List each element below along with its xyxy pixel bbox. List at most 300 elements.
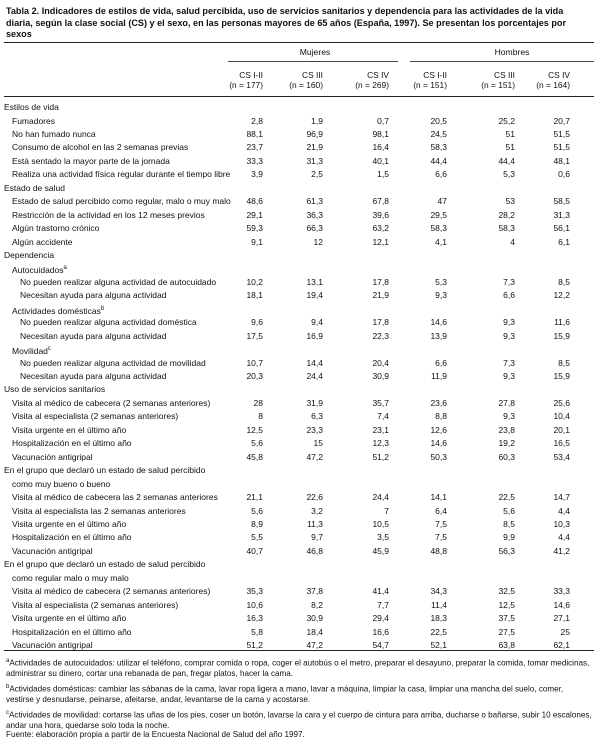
table-row xyxy=(0,558,598,570)
column-header xyxy=(510,70,570,90)
table-row xyxy=(0,357,598,369)
column-header-name: CS I-II xyxy=(239,70,263,80)
cell-value: 67,8 xyxy=(372,196,389,207)
cell-value: 5,6 xyxy=(503,505,515,516)
cell-value: 17,8 xyxy=(372,276,389,287)
cell-value: 22,6 xyxy=(306,492,323,502)
row-label: Visita al especialista (2 semanas anteriores) xyxy=(12,599,179,610)
cell-value: 15,9 xyxy=(553,330,570,341)
row-label: Estilos de vida xyxy=(4,102,59,112)
cell-value: 20,7 xyxy=(553,115,570,126)
cell-value: 44,4 xyxy=(430,155,447,166)
cell-value: 9,3 xyxy=(435,290,447,301)
cell-value: 18,1 xyxy=(246,290,263,301)
table-row xyxy=(0,545,598,557)
cell-value: 51,5 xyxy=(553,142,570,153)
column-header-n: (n = 269) xyxy=(355,80,389,90)
footnote-text: Fuente: elaboración propia a partir de la Encuesta Nacional de Salud del año 1997. xyxy=(6,730,305,739)
cell-value: 13,9 xyxy=(430,330,447,341)
table-row xyxy=(0,316,598,328)
row-label: Consumo de alcohol en las 2 semanas previas xyxy=(12,142,189,153)
row-label: Vacunación antigripal xyxy=(12,545,93,556)
cell-value: 56,3 xyxy=(498,545,515,556)
cell-value: 9,1 xyxy=(251,236,263,247)
row-label: Autocuidados$^a$ xyxy=(12,265,67,276)
table-row xyxy=(0,424,598,436)
table-row xyxy=(0,115,598,127)
cell-value: 9,6 xyxy=(251,317,263,328)
cell-value: 20,3 xyxy=(246,371,263,381)
footnote-marker: c xyxy=(47,346,51,353)
cell-value: 9,3 xyxy=(503,371,515,381)
cell-value: 23,7 xyxy=(246,142,263,153)
table-row xyxy=(0,195,598,207)
cell-value: 98,1 xyxy=(372,128,389,139)
row-label: Visita al especialista (2 semanas anteriores) xyxy=(12,411,179,422)
row-label: Actividades domésticas$^b$ xyxy=(12,305,105,316)
cell-value: 35,3 xyxy=(246,586,263,597)
cell-value: 7,3 xyxy=(503,276,515,287)
cell-value: 66,3 xyxy=(306,223,323,234)
cell-value: 9,3 xyxy=(503,317,515,328)
cell-value: 53 xyxy=(505,196,515,207)
cell-value: 17,8 xyxy=(372,317,389,328)
cell-value: 54,7 xyxy=(372,640,389,650)
cell-value: 14,4 xyxy=(306,357,323,368)
cell-value: 36,3 xyxy=(306,209,323,220)
row-label: Necesitan ayuda para alguna actividad xyxy=(20,290,167,301)
cell-value: 6,1 xyxy=(558,236,570,247)
table-row xyxy=(0,383,598,395)
cell-value: 6,3 xyxy=(311,411,323,422)
cell-value: 8,5 xyxy=(558,276,570,287)
row-label: Movilidad$^c$ xyxy=(12,345,51,356)
table-row xyxy=(0,599,598,611)
row-label: Algún trastorno crónico xyxy=(12,223,100,234)
cell-value: 61,3 xyxy=(306,196,323,207)
row-label: No pueden realizar alguna actividad de movilidad xyxy=(20,357,206,368)
cell-value: 14,1 xyxy=(430,492,447,502)
cell-value: 30,9 xyxy=(372,371,389,381)
cell-value: 14,7 xyxy=(553,492,570,502)
row-label: No han fumado nunca xyxy=(12,128,96,139)
cell-value: 9,3 xyxy=(503,411,515,422)
cell-value: 3,9 xyxy=(251,169,263,180)
cell-value: 16,6 xyxy=(372,626,389,637)
table-row xyxy=(0,531,598,543)
cell-value: 58,3 xyxy=(430,223,447,234)
table-row xyxy=(0,585,598,597)
column-header-name: CS III xyxy=(494,70,515,80)
cell-value: 22,5 xyxy=(498,492,515,502)
cell-value: 16,9 xyxy=(306,330,323,341)
table-row xyxy=(0,128,598,140)
cell-value: 12,1 xyxy=(372,236,389,247)
cell-value: 18,3 xyxy=(430,613,447,624)
cell-value: 8,5 xyxy=(558,357,570,368)
column-header xyxy=(329,70,389,90)
row-label: Hospitalización en el último año xyxy=(12,438,132,449)
row-label: Restricción de la actividad en los 12 meses previos xyxy=(12,209,205,220)
cell-value: 56,1 xyxy=(553,223,570,234)
cell-value: 16,3 xyxy=(246,613,263,624)
table-row xyxy=(0,155,598,167)
cell-value: 33,3 xyxy=(246,155,263,166)
table-row xyxy=(0,397,598,409)
cell-value: 9,9 xyxy=(503,532,515,543)
cell-value: 11,6 xyxy=(554,317,570,328)
table-row xyxy=(0,276,598,288)
cell-value: 2,5 xyxy=(311,169,323,180)
table-row xyxy=(0,370,598,382)
cell-value: 35,7 xyxy=(372,397,389,408)
cell-value: 12,6 xyxy=(430,424,447,435)
row-label: Realiza una actividad física regular durante el tiempo libre xyxy=(12,169,231,180)
cell-value: 51,5 xyxy=(553,128,570,139)
cell-value: 1,5 xyxy=(377,169,389,180)
cell-value: 58,5 xyxy=(553,196,570,207)
cell-value: 31,3 xyxy=(553,209,570,220)
cell-value: 39,6 xyxy=(372,209,389,220)
cell-value: 9,4 xyxy=(311,317,323,328)
row-label: Vacunación antigripal xyxy=(12,451,93,462)
cell-value: 50,3 xyxy=(430,451,447,462)
cell-value: 8,5 xyxy=(503,519,515,529)
cell-value: 30,9 xyxy=(306,613,323,624)
cell-value: 22,3 xyxy=(372,330,389,341)
cell-value: 13,1 xyxy=(306,276,323,287)
group-header-hombres: Hombres xyxy=(494,47,530,57)
cell-value: 40,1 xyxy=(372,155,389,166)
cell-value: 20,5 xyxy=(430,115,447,126)
cell-value: 8 xyxy=(258,411,263,422)
row-label: No pueden realizar alguna actividad de autocuidado xyxy=(20,276,217,287)
table-row xyxy=(0,262,598,274)
cell-value: 51 xyxy=(505,128,515,139)
cell-value: 28 xyxy=(253,397,263,408)
cell-value: 0,7 xyxy=(377,115,389,126)
cell-value: 21,9 xyxy=(372,290,389,301)
cell-value: 33,3 xyxy=(553,586,570,597)
footnote-marker: b xyxy=(100,305,105,312)
table-row xyxy=(0,303,598,315)
cell-value: 7,7 xyxy=(377,599,389,610)
column-header-n: (n = 160) xyxy=(289,80,323,90)
cell-value: 48,8 xyxy=(430,545,447,556)
cell-value: 12,5 xyxy=(246,424,263,435)
column-header xyxy=(387,70,447,90)
cell-value: 62,1 xyxy=(553,640,570,650)
row-label: Hospitalización en el último año xyxy=(12,626,132,637)
cell-value: 1,9 xyxy=(311,115,323,126)
cell-value: 0,6 xyxy=(558,169,570,180)
row-label: Hospitalización en el último año xyxy=(12,532,132,543)
cell-value: 29,1 xyxy=(246,209,263,220)
cell-value: 27,1 xyxy=(553,613,570,624)
cell-value: 88,1 xyxy=(246,128,263,139)
cell-value: 8,8 xyxy=(435,411,447,422)
cell-value: 25,2 xyxy=(498,115,515,126)
row-label: En el grupo que declaró un estado de salud percibido xyxy=(4,559,206,570)
cell-value: 20,4 xyxy=(372,357,389,368)
cell-value: 41,2 xyxy=(553,545,570,556)
cell-value: 44,4 xyxy=(498,155,515,166)
cell-value: 14,6 xyxy=(430,438,447,449)
cell-value: 16,5 xyxy=(553,438,570,449)
cell-value: 5,8 xyxy=(251,626,263,637)
cell-value: 96,9 xyxy=(306,128,323,139)
table-row xyxy=(0,518,598,530)
cell-value: 7,5 xyxy=(435,532,447,543)
cell-value: 58,3 xyxy=(430,142,447,153)
cell-value: 10,7 xyxy=(246,357,263,368)
cell-value: 11,9 xyxy=(431,371,447,381)
cell-value: 18,4 xyxy=(306,626,323,637)
cell-value: 14,6 xyxy=(553,599,570,610)
footnote-marker: b xyxy=(6,684,10,690)
cell-value: 6,6 xyxy=(503,290,515,301)
footnote xyxy=(6,708,592,732)
cell-value: 31,3 xyxy=(306,155,323,166)
cell-value: 9,3 xyxy=(503,330,515,341)
footnote-marker: c xyxy=(6,710,9,716)
cell-value: 31,9 xyxy=(306,397,323,408)
cell-value: 5,6 xyxy=(251,438,263,449)
cell-value: 12 xyxy=(313,236,323,247)
cell-value: 34,3 xyxy=(430,586,447,597)
cell-value: 29,5 xyxy=(430,209,447,220)
column-header-name: CS III xyxy=(302,70,323,80)
cell-value: 5,6 xyxy=(251,505,263,516)
cell-value: 45,8 xyxy=(246,451,263,462)
cell-value: 11,4 xyxy=(431,599,447,610)
column-header-name: CS IV xyxy=(548,70,570,80)
table-row xyxy=(0,330,598,342)
cell-value: 4,1 xyxy=(435,236,447,247)
table-row xyxy=(0,626,598,638)
cell-value: 10,2 xyxy=(246,276,263,287)
row-label: Uso de servicios sanitarios xyxy=(4,384,106,395)
cell-value: 8,9 xyxy=(251,519,263,529)
column-header xyxy=(455,70,515,90)
table-row xyxy=(0,437,598,449)
footnote xyxy=(6,682,592,706)
cell-value: 60,3 xyxy=(498,451,515,462)
cell-value: 23,1 xyxy=(372,424,389,435)
row-label: como muy bueno o bueno xyxy=(12,478,111,489)
table-row xyxy=(0,343,598,355)
row-label: En el grupo que declaró un estado de salud percibido xyxy=(4,465,206,476)
footnote-text: Actividades domésticas: cambiar las sábanas de la cama, lavar ropa ligera a mano, lavar a máquina, limpiar la casa, limpiar una mancha del suelo, comer, vestirse y desnudarse, peinarse, afeitarse, andar, levantarse de la cama y acostarse. xyxy=(6,684,564,705)
cell-value: 53,4 xyxy=(553,451,570,462)
cell-value: 11,3 xyxy=(307,519,323,529)
cell-value: 23,8 xyxy=(498,424,515,435)
cell-value: 28,2 xyxy=(498,209,515,220)
row-label: Visita al médico de cabecera (2 semanas anteriores) xyxy=(12,586,211,597)
cell-value: 24,4 xyxy=(306,371,323,381)
cell-value: 48,6 xyxy=(246,196,263,207)
cell-value: 47,2 xyxy=(306,451,323,462)
column-header-n: (n = 164) xyxy=(536,80,570,90)
cell-value: 24,5 xyxy=(430,128,447,139)
table-row xyxy=(0,289,598,301)
group-underline-hombres xyxy=(410,61,594,62)
group-header-mujeres: Mujeres xyxy=(299,47,331,57)
cell-value: 17,5 xyxy=(246,330,263,341)
cell-value: 46,8 xyxy=(306,545,323,556)
cell-value: 20,1 xyxy=(553,424,570,435)
top-rule xyxy=(4,42,594,43)
cell-value: 2,8 xyxy=(251,115,263,126)
table-row xyxy=(0,209,598,221)
footnote-text: Actividades de movilidad: cortarse las uñas de los pies, coser un botón, lavarse la cara y el cuerpo de cintura para arriba, ducharse o bañarse, subir 10 escalones, andar una hora, quedarse solo toda la noche. xyxy=(6,710,592,731)
row-label: Visita urgente en el último año xyxy=(12,424,127,435)
footnote xyxy=(6,656,592,680)
table-row xyxy=(0,478,598,490)
cell-value: 15 xyxy=(313,438,323,449)
column-header-n: (n = 177) xyxy=(229,80,263,90)
cell-value: 25 xyxy=(560,626,570,637)
row-label: Visita al especialista las 2 semanas anteriores xyxy=(12,505,186,516)
group-underline-mujeres xyxy=(228,61,398,62)
cell-value: 23,6 xyxy=(430,397,447,408)
table-row xyxy=(0,236,598,248)
cell-value: 51,2 xyxy=(246,640,263,650)
row-label: como regular malo o muy malo xyxy=(12,572,129,583)
row-label: Visita al médico de cabecera (2 semanas anteriores) xyxy=(12,397,211,408)
cell-value: 8,2 xyxy=(311,599,323,610)
table-row xyxy=(0,101,598,113)
row-label: Algún accidente xyxy=(12,236,73,247)
row-label: Dependencia xyxy=(4,249,55,260)
row-label: Visita urgente en el último año xyxy=(12,613,127,624)
cell-value: 10,6 xyxy=(246,599,263,610)
cell-value: 14,6 xyxy=(430,317,447,328)
cell-value: 52,1 xyxy=(430,640,447,650)
column-header xyxy=(203,70,263,90)
cell-value: 23,3 xyxy=(306,424,323,435)
cell-value: 58,3 xyxy=(498,223,515,234)
footnote xyxy=(6,730,592,741)
cell-value: 63,2 xyxy=(372,223,389,234)
cell-value: 51 xyxy=(505,142,515,153)
cell-value: 47 xyxy=(437,196,447,207)
cell-value: 7 xyxy=(384,505,389,516)
cell-value: 7,4 xyxy=(377,411,389,422)
cell-value: 24,4 xyxy=(372,492,389,502)
cell-value: 4,4 xyxy=(558,505,570,516)
cell-value: 10,5 xyxy=(372,519,389,529)
cell-value: 37,5 xyxy=(498,613,515,624)
cell-value: 29,4 xyxy=(372,613,389,624)
cell-value: 47,2 xyxy=(306,640,323,650)
table-row xyxy=(0,410,598,422)
table-row xyxy=(0,491,598,503)
cell-value: 15,9 xyxy=(553,371,570,381)
row-label: Fumadores xyxy=(12,115,55,126)
row-label: Necesitan ayuda para alguna actividad xyxy=(20,330,167,341)
row-label: Visita urgente en el último año xyxy=(12,519,127,529)
table-row xyxy=(0,141,598,153)
cell-value: 10,3 xyxy=(553,519,570,529)
table-row xyxy=(0,451,598,463)
cell-value: 19,2 xyxy=(498,438,515,449)
cell-value: 4 xyxy=(510,236,515,247)
cell-value: 22,5 xyxy=(430,626,447,637)
row-label: Estado de salud percibido como regular, malo o muy malo xyxy=(12,196,231,207)
cell-value: 40,7 xyxy=(246,545,263,556)
cell-value: 5,5 xyxy=(251,532,263,543)
table-row xyxy=(0,168,598,180)
cell-value: 27,8 xyxy=(498,397,515,408)
cell-value: 27,5 xyxy=(498,626,515,637)
cell-value: 6,6 xyxy=(435,357,447,368)
table-row xyxy=(0,249,598,261)
cell-value: 5,3 xyxy=(503,169,515,180)
row-label: Estado de salud xyxy=(4,182,65,193)
row-label: Está sentado la mayor parte de la jornada xyxy=(12,155,170,166)
table-row xyxy=(0,182,598,194)
cell-value: 7,5 xyxy=(435,519,447,529)
cell-value: 51,2 xyxy=(372,451,389,462)
row-label: No pueden realizar alguna actividad doméstica xyxy=(20,317,197,328)
cell-value: 3,5 xyxy=(377,532,389,543)
cell-value: 12,5 xyxy=(498,599,515,610)
cell-value: 10,4 xyxy=(553,411,570,422)
cell-value: 63,8 xyxy=(498,640,515,650)
cell-value: 5,3 xyxy=(435,276,447,287)
table-row xyxy=(0,612,598,624)
footnote-text: Actividades de autocuidados: utilizar el teléfono, comprar comida o ropa, coger el autobús o el metro, preparar el desayuno, preparar la comida, tomar medicinas, administrar su dinero, cortar una rebanada de pan, fregar platos, hacer la cama. xyxy=(6,658,590,679)
cell-value: 7,3 xyxy=(503,357,515,368)
footnote-marker: a xyxy=(6,658,10,664)
cell-value: 12,3 xyxy=(372,438,389,449)
column-header-n: (n = 151) xyxy=(413,80,447,90)
column-header-name: CS I-II xyxy=(423,70,447,80)
column-header xyxy=(263,70,323,90)
table-row xyxy=(0,222,598,234)
cell-value: 21,9 xyxy=(306,142,323,153)
cell-value: 19,4 xyxy=(306,290,323,301)
cell-value: 37,8 xyxy=(306,586,323,597)
cell-value: 21,1 xyxy=(246,492,263,502)
header-rule xyxy=(4,96,594,97)
cell-value: 4,4 xyxy=(558,532,570,543)
cell-value: 25,6 xyxy=(553,397,570,408)
cell-value: 45,9 xyxy=(372,545,389,556)
table-row xyxy=(0,464,598,476)
cell-value: 16,4 xyxy=(372,142,389,153)
footnote-marker: a xyxy=(63,265,67,272)
cell-value: 6,4 xyxy=(435,505,447,516)
row-label: Vacunación antigripal xyxy=(12,640,93,650)
bottom-rule xyxy=(4,650,594,651)
cell-value: 9,7 xyxy=(311,532,323,543)
column-header-n: (n = 151) xyxy=(481,80,515,90)
cell-value: 48,1 xyxy=(553,155,570,166)
cell-value: 32,5 xyxy=(498,586,515,597)
table-title: Tabla 2. Indicadores de estilos de vida, salud percibida, uso de servicios sanitarios y dependencia para las actividades de la vida diaria, según la clase social (CS) y el sexo, en las personas mayores de 65 años (España, 1997). Se presentan los porcentajes por sexos xyxy=(6,6,567,39)
cell-value: 12,2 xyxy=(553,290,570,301)
table-row xyxy=(0,505,598,517)
cell-value: 3,2 xyxy=(311,505,323,516)
row-label: Visita al médico de cabecera las 2 semanas anteriores xyxy=(12,492,218,502)
row-label: Necesitan ayuda para alguna actividad xyxy=(20,371,167,381)
cell-value: 6,6 xyxy=(435,169,447,180)
cell-value: 41,4 xyxy=(372,586,389,597)
table-row xyxy=(0,572,598,584)
cell-value: 59,3 xyxy=(246,223,263,234)
